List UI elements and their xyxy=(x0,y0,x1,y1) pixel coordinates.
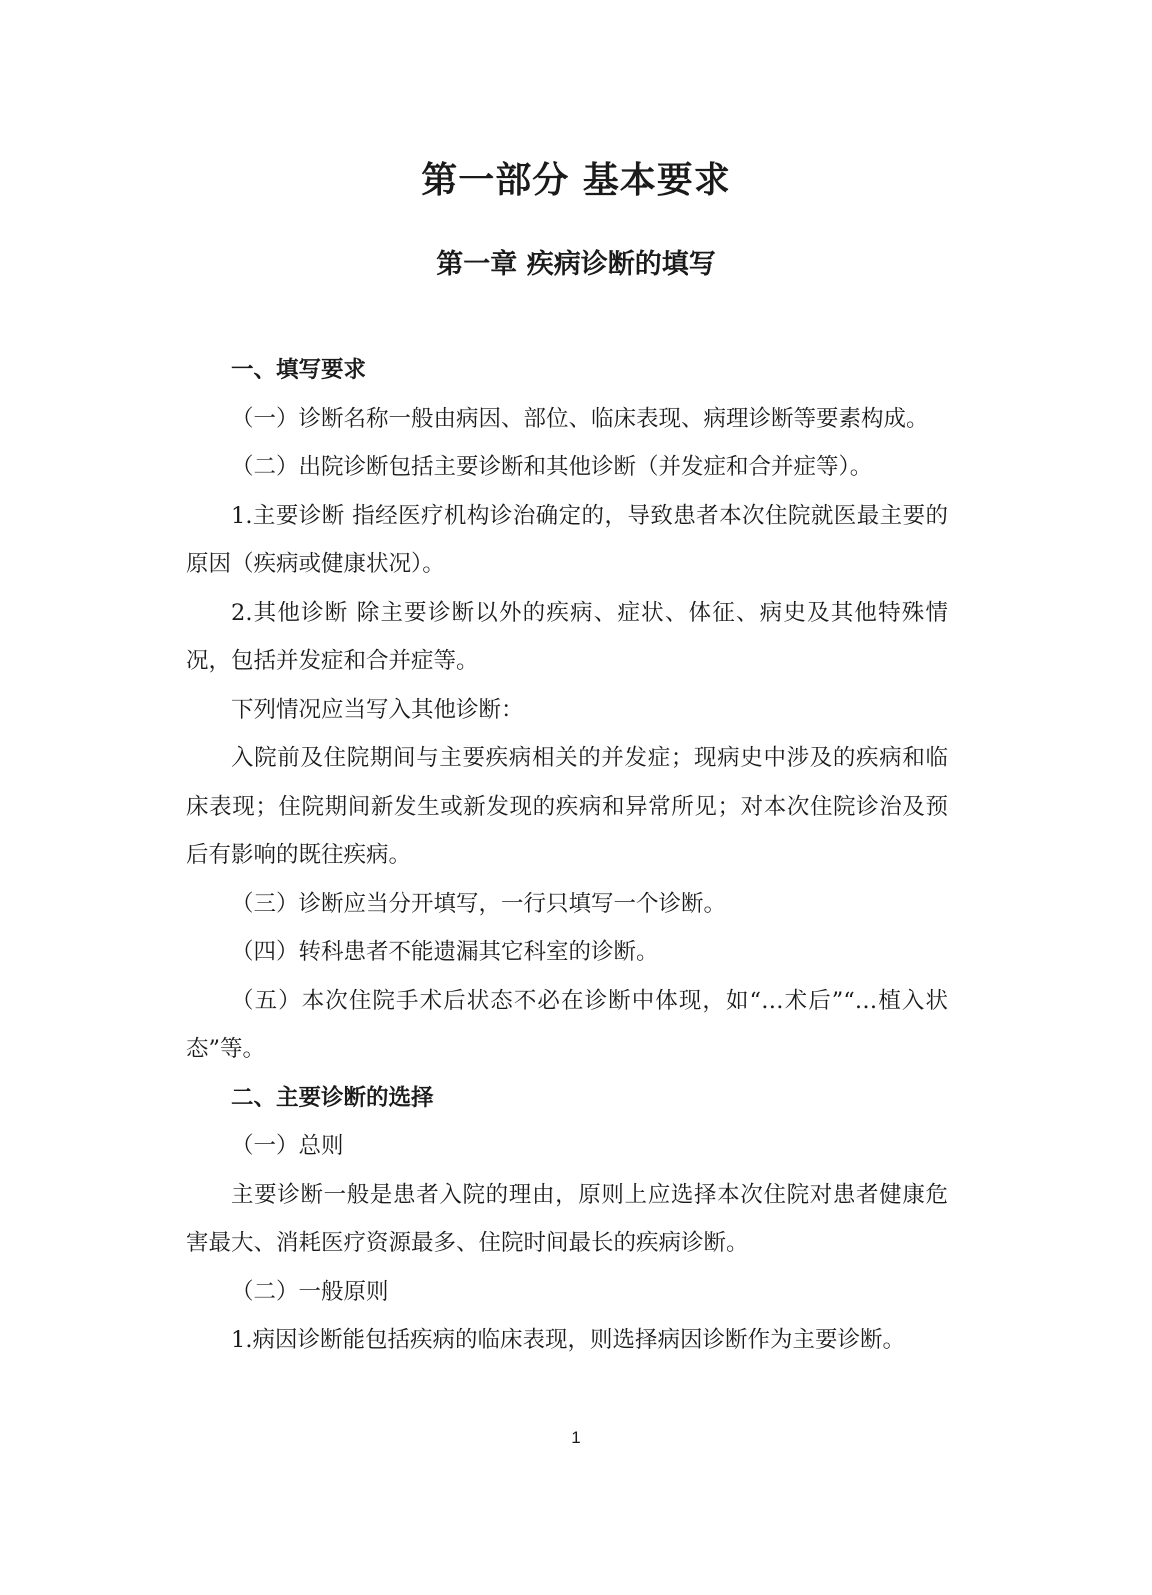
part-title: 第一部分 基本要求 xyxy=(421,160,731,201)
paragraph: 下列情况应当写入其他诊断： xyxy=(231,696,524,723)
paragraph: （二）一般原则 xyxy=(231,1278,389,1305)
paragraph: （一）总则 xyxy=(231,1133,344,1159)
document-body xyxy=(186,346,948,1365)
paragraph: 入院前及住院期间与主要疾病相关的并发症；现病史中涉及的疾病和临床表现；住院期间新发生或新发现的疾病和异常所见；对本次住院诊治及预后有影响的既往疾病。 xyxy=(186,745,948,868)
paragraph: （四）转科患者不能遗漏其它科室的诊断。 xyxy=(231,939,659,965)
paragraph: 2.其他诊断 除主要诊断以外的疾病、症状、体征、病史及其他特殊情况，包括并发症和合并症等。 xyxy=(186,599,948,674)
chapter-title: 第一章 疾病诊断的填写 xyxy=(436,249,716,280)
paragraph: 1.病因诊断能包括疾病的临床表现，则选择病因诊断作为主要诊断。 xyxy=(231,1327,905,1353)
paragraph: （五）本次住院手术后状态不必在诊断中体现，如“…术后”“…植入状态”等。 xyxy=(186,987,948,1062)
paragraph: （二）出院诊断包括主要诊断和其他诊断（并发症和合并症等）。 xyxy=(231,454,873,480)
paragraph: 1.主要诊断 指经医疗机构诊治确定的，导致患者本次住院就医最主要的原因（疾病或健康状况）。 xyxy=(186,502,948,577)
section-heading-requirements: 一、填写要求 xyxy=(231,357,367,383)
paragraph: （三）诊断应当分开填写，一行只填写一个诊断。 xyxy=(231,890,727,917)
section-heading-main-diagnosis: 二、主要诊断的选择 xyxy=(231,1084,434,1111)
page-number: 1 xyxy=(571,1428,581,1447)
paragraph: 主要诊断一般是患者入院的理由，原则上应选择本次住院对患者健康危害最大、消耗医疗资源最多、住院时间最长的疾病诊断。 xyxy=(186,1181,948,1256)
paragraph: （一）诊断名称一般由病因、部位、临床表现、病理诊断等要素构成。 xyxy=(231,405,929,432)
